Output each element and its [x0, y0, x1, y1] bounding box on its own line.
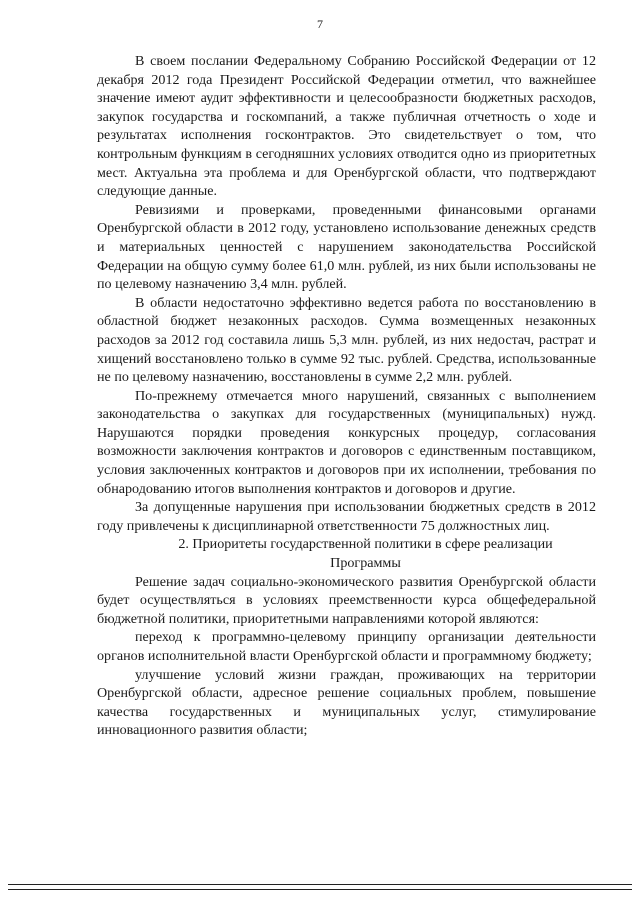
paragraph: Ревизиями и проверками, проведенными финансовыми органами Оренбургской области в 2012 году, установлено использование денежных средств и материальных ценностей с нарушением законодательства Российской Федерации на общую сумму более 61,0 млн. рублей, из них были использованы не по целевому назначению 3,4 млн. рублей. — [97, 201, 596, 293]
paragraph: По-прежнему отмечается много нарушений, связанных с выполнением законодательства о закупках для государственных (муниципальных) нужд. Нарушаются порядки проведения конкурсных процедур, согласования возможности заключения контрактов и договоров с единственным поставщиком, условия заключенных контрактов и договоров при их исполнении, требования по обнародованию итогов выполнения контрактов и договоров и другие. — [97, 387, 596, 497]
paragraph: В области недостаточно эффективно ведется работа по восстановлению в областной бюджет незаконных расходов. Сумма возмещенных незаконных расходов за 2012 год составила лишь 5,3 млн. рублей, из них недостач, растрат и хищений восстановлено только в сумме 92 тыс. рублей. Средства, использованные не по целевому назначению, восстановлены в сумме 2,2 млн. рублей. — [97, 294, 596, 386]
list-item: улучшение условий жизни граждан, проживающих на территории Оренбургской области, адресное решение социальных проблем, повышение качества государственных и муниципальных услуг, стимулирование инновационного развития области; — [97, 666, 596, 739]
paragraph: Решение задач социально-экономического развития Оренбургской области будет осуществляться в условиях преемственности курса общефедеральной бюджетной политики, приоритетными направлениями которой являются: — [97, 573, 596, 627]
paragraph: В своем послании Федеральному Собранию Российской Федерации от 12 декабря 2012 года Президент Российской Федерации отметил, что важнейшее значение имеют аудит эффективности и целесообразности бюджетных расходов, закупок государства и госкомпаний, а также публичная отчетность о ходе и результатах исполнения госконтрактов. Это свидетельствует о том, что контрольным функциям в сегодняшних условиях отводится одно из приоритетных мест. Актуальна эта проблема и для Оренбургской области, что подтверждают следующие данные. — [97, 53, 596, 200]
page-number: 7 — [317, 17, 323, 31]
document-body — [97, 52, 596, 740]
section-heading: 2. Приоритеты государственной политики в сфере реализации — [178, 536, 553, 553]
footer-divider — [8, 889, 632, 890]
section-heading-continued: Программы — [330, 555, 401, 572]
list-item: переход к программно-целевому принципу организации деятельности органов исполнительной власти Оренбургской области и программному бюджету; — [97, 629, 596, 664]
footer-divider — [8, 884, 632, 885]
paragraph: За допущенные нарушения при использовании бюджетных средств в 2012 году привлечены к дисциплинарной ответственности 75 должностных лиц. — [97, 499, 596, 534]
